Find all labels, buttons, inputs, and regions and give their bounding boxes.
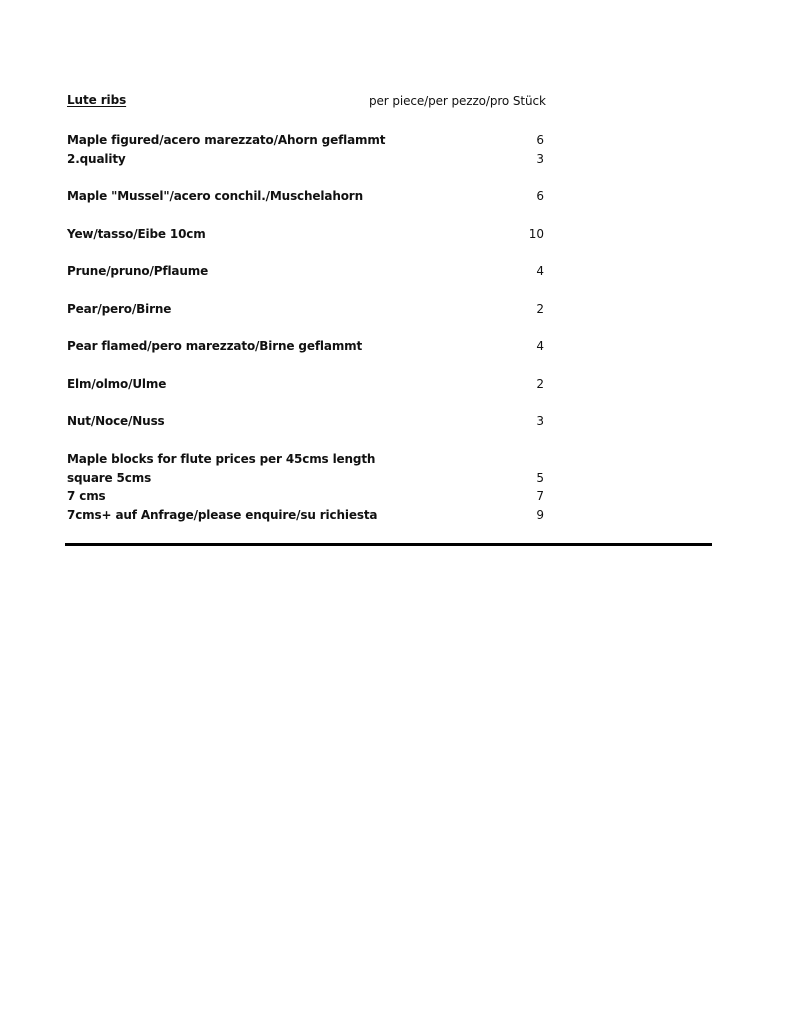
item-price: 6 — [536, 189, 544, 203]
item-price: 4 — [536, 339, 544, 353]
item-label: Maple figured/acero marezzato/Ahorn geflammt — [67, 133, 386, 147]
price-row — [67, 452, 547, 468]
item-label: square 5cms — [67, 471, 152, 485]
item-price: 4 — [536, 264, 544, 278]
price-unit-header: per piece/per pezzo/pro Stück — [369, 94, 546, 108]
price-row — [67, 302, 547, 318]
item-label: 7 cms — [67, 489, 106, 503]
price-row — [67, 189, 547, 205]
item-label: Yew/tasso/Eibe 10cm — [67, 227, 206, 241]
item-price: 3 — [536, 152, 544, 166]
price-row — [67, 152, 547, 168]
price-row — [67, 414, 547, 430]
item-label: Elm/olmo/Ulme — [67, 377, 167, 391]
price-row — [67, 339, 547, 355]
item-price: 10 — [528, 227, 544, 241]
item-label: Pear/pero/Birne — [67, 302, 172, 316]
price-row — [67, 264, 547, 280]
price-row — [67, 377, 547, 393]
item-price: 3 — [536, 414, 544, 428]
section-divider — [65, 543, 712, 546]
price-row — [67, 489, 547, 505]
item-label: 2.quality — [67, 152, 126, 166]
price-row — [67, 471, 547, 487]
item-label: Maple blocks for flute prices per 45cms length — [67, 452, 376, 466]
item-price: 5 — [536, 471, 544, 485]
item-label: Pear flamed/pero marezzato/Birne geflammt — [67, 339, 363, 353]
item-price: 2 — [536, 302, 544, 316]
item-price: 2 — [536, 377, 544, 391]
item-label: Prune/pruno/Pflaume — [67, 264, 209, 278]
item-label: 7cms+ auf Anfrage/please enquire/su richiesta — [67, 508, 378, 522]
section-title: Lute ribs — [67, 93, 127, 107]
price-row — [67, 508, 547, 524]
item-label: Nut/Noce/Nuss — [67, 414, 165, 428]
item-label: Maple "Mussel"/acero conchil./Muschelahorn — [67, 189, 363, 203]
price-row — [67, 133, 547, 149]
item-price: 7 — [536, 489, 544, 503]
price-row — [67, 227, 547, 243]
item-price: 6 — [536, 133, 544, 147]
item-price: 9 — [536, 508, 544, 522]
